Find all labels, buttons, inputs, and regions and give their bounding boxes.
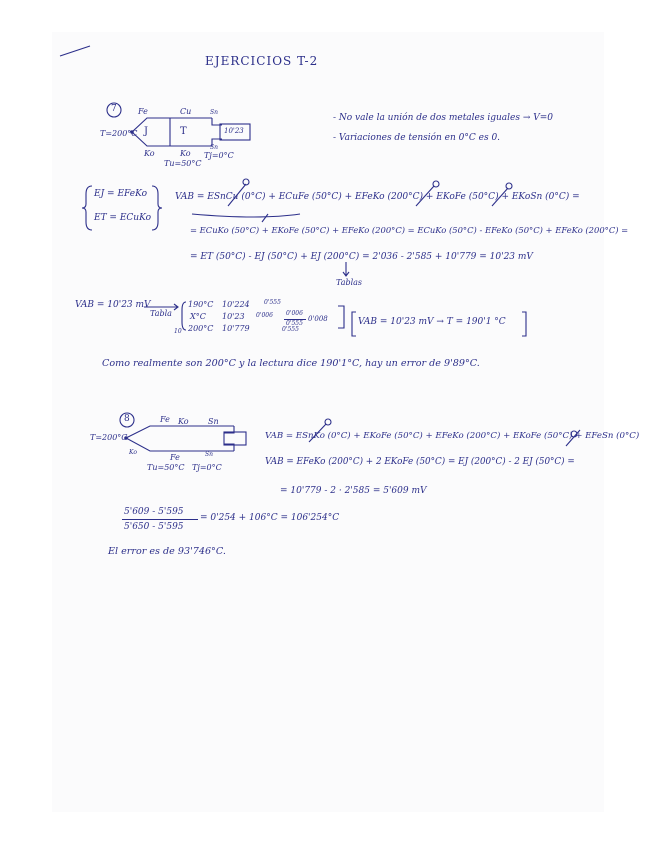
ex7-zero-3	[506, 183, 512, 189]
ex7-note-1: - No vale la unión de dos metales iguales → V=0	[333, 113, 554, 123]
ex7-junction-t: T	[180, 126, 187, 137]
ex7-label-sn-bottom: Sn	[210, 144, 218, 151]
ex7-result-bracket-r	[522, 312, 526, 336]
ex7-table-t-2: X°C	[190, 312, 206, 321]
ex7-meter-reading: 10'23	[224, 127, 244, 135]
ex8-temp-tu: Tu=50°C	[147, 463, 185, 472]
ex7-temp-t: T=200°C	[100, 129, 138, 138]
ex7-frac-num: 0'006	[286, 310, 303, 317]
ex7-temp-tj: Tj=0°C	[204, 151, 234, 160]
ex7-label-fe: Fe	[138, 107, 148, 116]
ex8-wire-top	[126, 426, 234, 438]
ex8-frac-line	[122, 519, 198, 520]
ex8-temp-t: T=200°C	[90, 433, 128, 442]
ex8-label-ko-bottom: Ko	[129, 449, 137, 456]
ex8-label-ko-top: Ko	[178, 417, 189, 426]
ex7-table-v-2: 10'23	[222, 312, 245, 321]
ex7-vab-value: VAB = 10'23 mV	[75, 300, 151, 310]
ex7-note-2: - Variaciones de tensión en 0°C es 0.	[333, 133, 501, 143]
ex7-underline	[192, 214, 300, 217]
ex7-table-brace	[182, 302, 186, 330]
ex8-frac-den: 5'650 - 5'595	[124, 522, 184, 532]
ex7-brace-right	[152, 186, 162, 230]
ex7-zero-2	[433, 181, 439, 187]
ex7-result: VAB = 10'23 mV → T = 190'1 °C	[358, 317, 506, 327]
ex8-meter-box	[224, 432, 246, 445]
ex7-vab-line-1: VAB = ESnCu (0°C) + ECuFe (50°C) + EFeKo (200°C) + EKoFe (50°C) + EKoSn (0°C) =	[175, 192, 580, 202]
ex7-label-ko-left: Ko	[144, 149, 155, 158]
ex7-junction-j: J	[144, 126, 149, 137]
ex8-label-sn-top: Sn	[208, 417, 219, 426]
ex7-tabla-label: Tabla	[150, 309, 172, 318]
ex7-frac-den: 0'555	[286, 320, 303, 327]
ex8-zero-1	[325, 419, 331, 425]
ex7-frac-bracket	[338, 306, 344, 328]
ex7-table-t-3: 200°C	[188, 324, 214, 333]
ex7-label-ko-mid: Ko	[180, 149, 191, 158]
ex7-result-bracket-l	[352, 312, 356, 336]
ex7-brace-eq-1: EJ = EFeKo	[94, 189, 147, 199]
ex8-wire-bottom	[126, 438, 234, 451]
exercise-8-number: 8	[124, 414, 130, 424]
ex7-table-ten: 10	[174, 328, 182, 335]
ex7-table-note-2: 0'006	[256, 312, 273, 319]
pencil-stroke	[60, 46, 90, 56]
ex8-conclusion: El error es de 93'746°C.	[108, 546, 226, 557]
ex7-label-sn-top: Sn	[210, 109, 218, 116]
ex7-tie-arrow	[262, 214, 268, 222]
ex7-vab-line-2: = ECuKo (50°C) + EKoFe (50°C) + EFeKo (200°C) = ECuKo (50°C) - EFeKo (50°C) + EFeKo (200°C) =	[190, 225, 629, 235]
ex8-line-1: VAB = ESnKo (0°C) + EKoFe (50°C) + EFeKo (200°C) + EKoFe (50°C) + EFeSn (0°C)	[265, 431, 640, 441]
ex7-table-note-1: 0'555	[264, 299, 281, 306]
ex7-brace-eq-2: ET = ECuKo	[94, 213, 151, 223]
exercise-7-number: 7	[111, 104, 117, 114]
page-title: EJERCICIOS T-2	[205, 54, 319, 68]
ex8-label-sn-bottom: Sn	[205, 451, 213, 458]
ex7-tablas-label: Tablas	[336, 278, 363, 287]
ex7-brace-left	[82, 186, 92, 230]
ex8-label-fe-bottom: Fe	[170, 453, 180, 462]
ex7-frac-value: 0'008	[308, 315, 328, 323]
ex8-frac-num: 5'609 - 5'595	[124, 507, 184, 517]
ex7-label-cu: Cu	[180, 107, 192, 116]
ex8-line-2: VAB = EFeKo (200°C) + 2 EKoFe (50°C) = EJ (200°C) - 2 EJ (50°C) =	[265, 457, 575, 467]
ex8-temp-tj: Tj=0°C	[192, 463, 222, 472]
ex7-table-v-1: 10'224	[222, 300, 250, 309]
ex7-vab-line-3: = ET (50°C) - EJ (50°C) + EJ (200°C) = 2'036 - 2'585 + 10'779 = 10'23 mV	[190, 252, 533, 262]
ex7-table-t-1: 190°C	[188, 300, 214, 309]
ex7-table-v-3: 10'779	[222, 324, 250, 333]
ex7-conclusion: Como realmente son 200°C y la lectura dice 190'1°C, hay un error de 9'89°C.	[102, 358, 480, 369]
ex7-table-note-3: 0'555	[282, 326, 299, 333]
ex8-line-3: = 10'779 - 2 · 2'585 = 5'609 mV	[280, 486, 427, 496]
ex8-frac-result: = 0'254 + 106°C = 106'254°C	[200, 513, 340, 523]
ex7-temp-tu: Tu=50°C	[164, 159, 202, 168]
ex8-label-fe-top: Fe	[160, 415, 170, 424]
